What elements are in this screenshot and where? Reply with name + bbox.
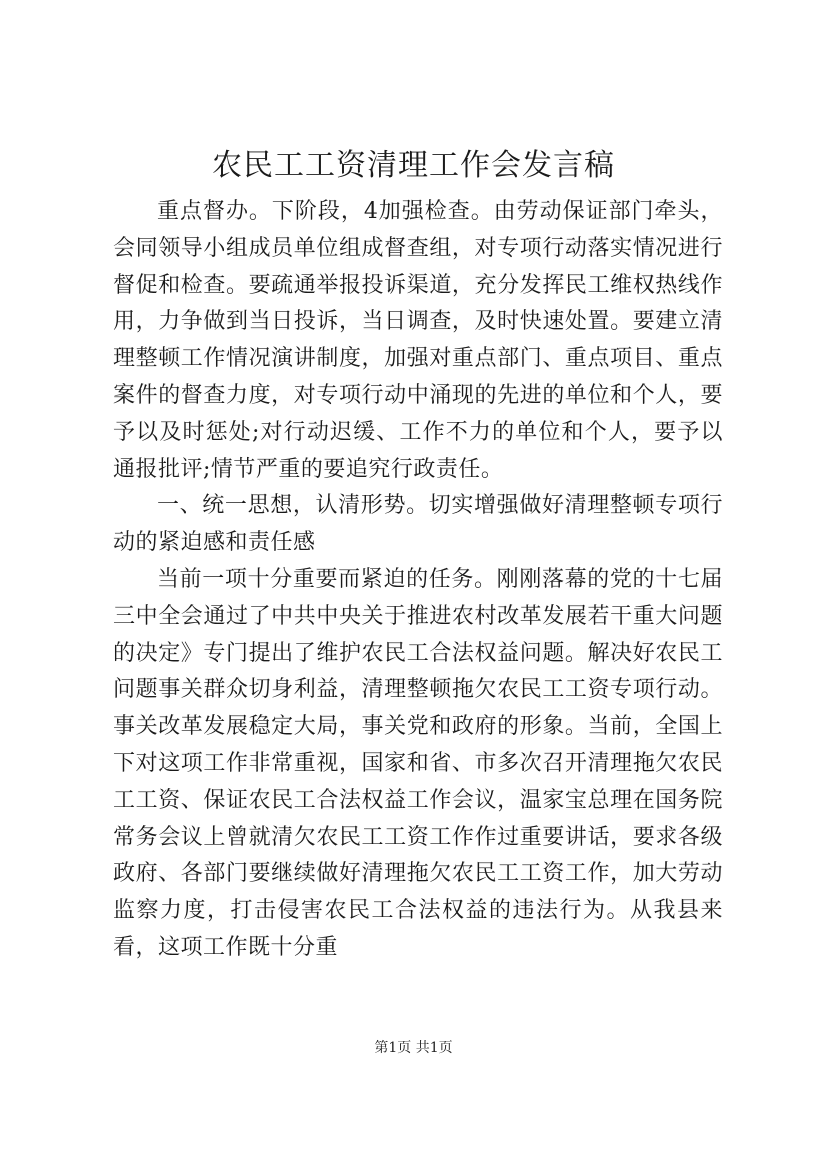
page-footer: 第1页 共1页 <box>374 1040 453 1056</box>
paragraph-current-task: 当前一项十分重要而紧迫的任务。刚刚落幕的党的十七届三中全会通过了中共中央关于推进农村改革发展若干重大问题的决定》专门提出了维护农民工合法权益问题。解决好农民工问题事关群众切身利益，清理整顿拖欠农民工工资专项行动。事关改革发展稳定大局，事关党和政府的形象。当前，全国上下对这项工作非常重视，国家和省、市多次召开清理拖欠农民工工资、保证农民工合法权益工作会议，温家宝总理在国务院常务会议上曾就清欠农民工工资工作作过重要讲话，要求各级政府、各部门要继续做好清理拖欠农民工工资工作，加大劳动监察力度，打击侵害农民工合法权益的违法行为。从我县来看，这项工作既十分重 <box>113 566 723 960</box>
paragraph-supervision: 重点督办。下阶段，4加强检查。由劳动保证部门牵头，会同领导小组成员单位组成督查组，对专项行动落实情况进行督促和检查。要疏通举报投诉渠道，充分发挥民工维权热线作用，力争做到当日投诉，当日调查，及时快速处置。要建立清理整顿工作情况演讲制度，加强对重点部门、重点项目、重点案件的督查力度，对专项行动中涌现的先进的单位和个人，要予以及时惩处;对行动迟缓、工作不力的单位和个人，要予以通报批评;情节严重的要追究行政责任。 <box>113 199 723 482</box>
paragraph-section-heading: 一、统一思想，认清形势。切实增强做好清理整顿专项行动的紧迫感和责任感 <box>113 493 723 556</box>
document-title: 农民工工资清理工作会发言稿 <box>212 148 615 183</box>
document-body <box>113 194 723 967</box>
